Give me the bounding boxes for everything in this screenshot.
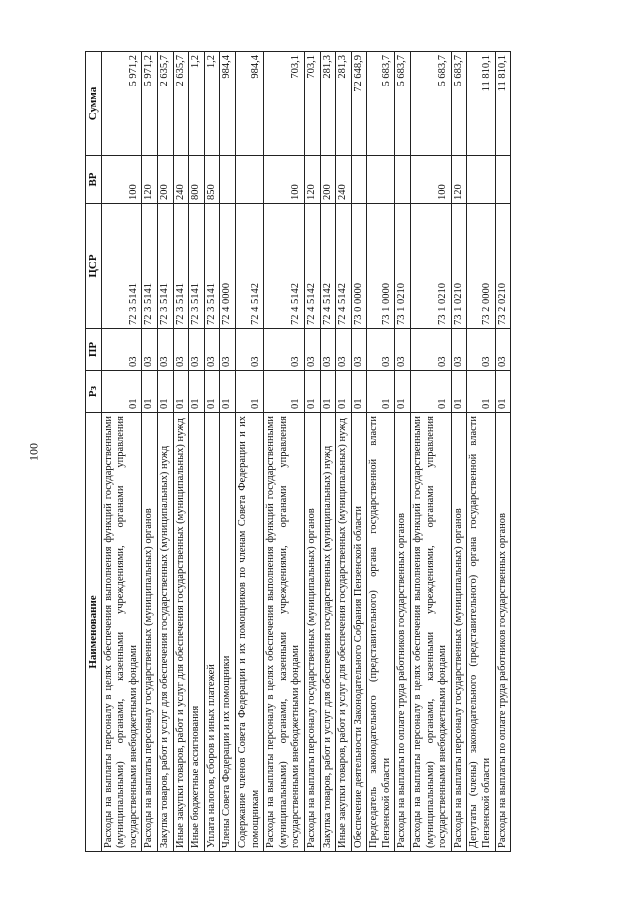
cell-pr: 03 xyxy=(220,329,236,371)
cell-rz: 01 xyxy=(467,371,495,413)
cell-csr: 73 1 0210 xyxy=(411,204,452,329)
cell-vr: 100 xyxy=(264,156,305,204)
cell-vr: 240 xyxy=(336,156,352,204)
cell-name: Расходы на выплаты по оплате труда работников государственных органов xyxy=(395,413,411,852)
cell-rz: 01 xyxy=(367,371,395,413)
cell-name: Содержание членов Совета Федерации и их помощников по членам Совета Федерации и их помощникам xyxy=(235,413,263,852)
cell-sum: 5 971,2 xyxy=(142,52,158,156)
cell-sum: 5 971,2 xyxy=(101,52,142,156)
cell-pr: 03 xyxy=(351,329,367,371)
cell-pr: 03 xyxy=(367,329,395,371)
cell-csr: 72 3 5141 xyxy=(142,204,158,329)
cell-pr: 03 xyxy=(142,329,158,371)
header-vr: ВР xyxy=(86,156,102,204)
cell-sum: 5 683,7 xyxy=(451,52,467,156)
cell-sum: 281,3 xyxy=(336,52,352,156)
cell-rz: 01 xyxy=(320,371,336,413)
header-rz: Рз xyxy=(86,371,102,413)
cell-sum: 5 683,7 xyxy=(411,52,452,156)
cell-pr: 03 xyxy=(101,329,142,371)
table-row xyxy=(220,52,236,852)
cell-name: Обеспечение деятельности Законодательного Собрания Пензенской области xyxy=(351,413,367,852)
cell-csr: 72 3 5141 xyxy=(204,204,220,329)
table-header-row xyxy=(86,52,102,852)
cell-pr: 03 xyxy=(336,329,352,371)
cell-sum: 11 810,1 xyxy=(495,52,511,156)
page-number: 100 xyxy=(26,443,41,461)
cell-name: Депутаты (члены) законодательного (представительного) органа государственной власти Пензенской области xyxy=(467,413,495,852)
cell-sum: 703,1 xyxy=(264,52,305,156)
table-row xyxy=(173,52,189,852)
cell-csr: 72 3 5141 xyxy=(189,204,205,329)
cell-pr: 03 xyxy=(411,329,452,371)
cell-vr: 100 xyxy=(101,156,142,204)
cell-vr: 120 xyxy=(142,156,158,204)
header-name: Наименование xyxy=(86,413,102,852)
cell-name: Расходы на выплаты персоналу государственных (муниципальных) органов xyxy=(451,413,467,852)
cell-csr: 72 4 0000 xyxy=(220,204,236,329)
cell-rz: 01 xyxy=(451,371,467,413)
header-pr: ПР xyxy=(86,329,102,371)
table-row xyxy=(320,52,336,852)
cell-name: Члены Совета Федерации и их помощники xyxy=(220,413,236,852)
cell-vr: 850 xyxy=(204,156,220,204)
header-sum: Сумма xyxy=(86,52,102,156)
cell-pr: 03 xyxy=(173,329,189,371)
cell-vr xyxy=(367,156,395,204)
cell-csr: 73 0 0000 xyxy=(351,204,367,329)
table-body xyxy=(101,52,511,852)
cell-csr: 72 3 5141 xyxy=(101,204,142,329)
cell-pr: 03 xyxy=(395,329,411,371)
table-row xyxy=(367,52,395,852)
table-row xyxy=(304,52,320,852)
cell-vr: 120 xyxy=(304,156,320,204)
table-row xyxy=(395,52,411,852)
table-row xyxy=(189,52,205,852)
cell-rz: 01 xyxy=(142,371,158,413)
cell-vr xyxy=(495,156,511,204)
cell-vr: 240 xyxy=(173,156,189,204)
cell-pr: 03 xyxy=(189,329,205,371)
cell-rz: 01 xyxy=(220,371,236,413)
cell-name: Иные закупки товаров, работ и услуг для обеспечения государственных (муниципальных) нужд xyxy=(336,413,352,852)
table-row xyxy=(235,52,263,852)
cell-name: Закупка товаров, работ и услуг для обеспечения государственных (муниципальных) нужд xyxy=(320,413,336,852)
cell-name: Иные закупки товаров, работ и услуг для обеспечения государственных (муниципальных) нужд xyxy=(173,413,189,852)
table-row xyxy=(351,52,367,852)
cell-pr: 03 xyxy=(451,329,467,371)
cell-pr: 03 xyxy=(304,329,320,371)
cell-csr: 72 3 5141 xyxy=(173,204,189,329)
cell-vr xyxy=(467,156,495,204)
cell-rz: 01 xyxy=(173,371,189,413)
cell-vr xyxy=(235,156,263,204)
cell-name: Расходы на выплаты по оплате труда работников государственных органов xyxy=(495,413,511,852)
cell-vr: 200 xyxy=(157,156,173,204)
cell-sum: 5 683,7 xyxy=(367,52,395,156)
table-row xyxy=(142,52,158,852)
cell-csr: 72 4 5142 xyxy=(320,204,336,329)
cell-rz: 01 xyxy=(495,371,511,413)
cell-name: Расходы на выплаты персоналу в целях обеспечения выполнения функций государственными (муниципальными) органами, казенными учреждениями, органами управления государственными внебюджетными фондами xyxy=(101,413,142,852)
cell-vr: 100 xyxy=(411,156,452,204)
cell-rz: 01 xyxy=(304,371,320,413)
cell-name: Расходы на выплаты персоналу в целях обеспечения выполнения функций государственными (муниципальными) органами, казенными учреждениями, органами управления государственными внебюджетными фондами xyxy=(264,413,305,852)
cell-name: Расходы на выплаты персоналу государственных (муниципальных) органов xyxy=(142,413,158,852)
cell-vr: 200 xyxy=(320,156,336,204)
cell-csr: 72 4 5142 xyxy=(304,204,320,329)
cell-vr xyxy=(351,156,367,204)
budget-table xyxy=(85,51,511,852)
cell-rz: 01 xyxy=(264,371,305,413)
table-row xyxy=(336,52,352,852)
table-row xyxy=(411,52,452,852)
cell-pr: 03 xyxy=(495,329,511,371)
cell-csr: 73 1 0000 xyxy=(367,204,395,329)
cell-sum: 72 648,9 xyxy=(351,52,367,156)
cell-name: Закупка товаров, работ и услуг для обеспечения государственных (муниципальных) нужд xyxy=(157,413,173,852)
table-row xyxy=(467,52,495,852)
table-row xyxy=(101,52,142,852)
cell-rz: 01 xyxy=(235,371,263,413)
cell-csr: 72 4 5142 xyxy=(235,204,263,329)
cell-rz: 01 xyxy=(157,371,173,413)
cell-csr: 72 4 5142 xyxy=(336,204,352,329)
cell-name: Председатель законодательного (представительного) органа государственной власти Пензенской области xyxy=(367,413,395,852)
cell-csr: 73 2 0210 xyxy=(495,204,511,329)
table-row xyxy=(451,52,467,852)
cell-name: Расходы на выплаты персоналу в целях обеспечения выполнения функций государственными (муниципальными) органами, казенными учреждениями, органами управления государственными внебюджетными фондами xyxy=(411,413,452,852)
cell-csr: 72 3 5141 xyxy=(157,204,173,329)
cell-sum: 1,2 xyxy=(204,52,220,156)
cell-sum: 703,1 xyxy=(304,52,320,156)
cell-sum: 2 635,7 xyxy=(173,52,189,156)
cell-sum: 984,4 xyxy=(220,52,236,156)
cell-sum: 1,2 xyxy=(189,52,205,156)
header-csr: ЦСР xyxy=(86,204,102,329)
table-row xyxy=(204,52,220,852)
cell-pr: 03 xyxy=(157,329,173,371)
cell-rz: 01 xyxy=(336,371,352,413)
cell-sum: 11 810,1 xyxy=(467,52,495,156)
cell-name: Расходы на выплаты персоналу государственных (муниципальных) органов xyxy=(304,413,320,852)
cell-pr: 03 xyxy=(264,329,305,371)
cell-rz: 01 xyxy=(101,371,142,413)
table-row xyxy=(264,52,305,852)
cell-pr: 03 xyxy=(467,329,495,371)
cell-name: Уплата налогов, сборов и иных платежей xyxy=(204,413,220,852)
cell-csr: 73 1 0210 xyxy=(451,204,467,329)
cell-name: Иные бюджетные ассигнования xyxy=(189,413,205,852)
cell-pr: 03 xyxy=(235,329,263,371)
cell-vr: 120 xyxy=(451,156,467,204)
cell-csr: 73 1 0210 xyxy=(395,204,411,329)
cell-sum: 5 683,7 xyxy=(395,52,411,156)
cell-sum: 2 635,7 xyxy=(157,52,173,156)
cell-rz: 01 xyxy=(395,371,411,413)
cell-rz: 01 xyxy=(204,371,220,413)
cell-rz: 01 xyxy=(351,371,367,413)
cell-rz: 01 xyxy=(189,371,205,413)
cell-csr: 72 4 5142 xyxy=(264,204,305,329)
cell-pr: 03 xyxy=(320,329,336,371)
cell-sum: 281,3 xyxy=(320,52,336,156)
rotated-page xyxy=(85,52,640,852)
cell-vr xyxy=(220,156,236,204)
cell-pr: 03 xyxy=(204,329,220,371)
table-row xyxy=(157,52,173,852)
cell-vr xyxy=(395,156,411,204)
cell-csr: 73 2 0000 xyxy=(467,204,495,329)
cell-sum: 984,4 xyxy=(235,52,263,156)
cell-rz: 01 xyxy=(411,371,452,413)
cell-vr: 800 xyxy=(189,156,205,204)
table-row xyxy=(495,52,511,852)
